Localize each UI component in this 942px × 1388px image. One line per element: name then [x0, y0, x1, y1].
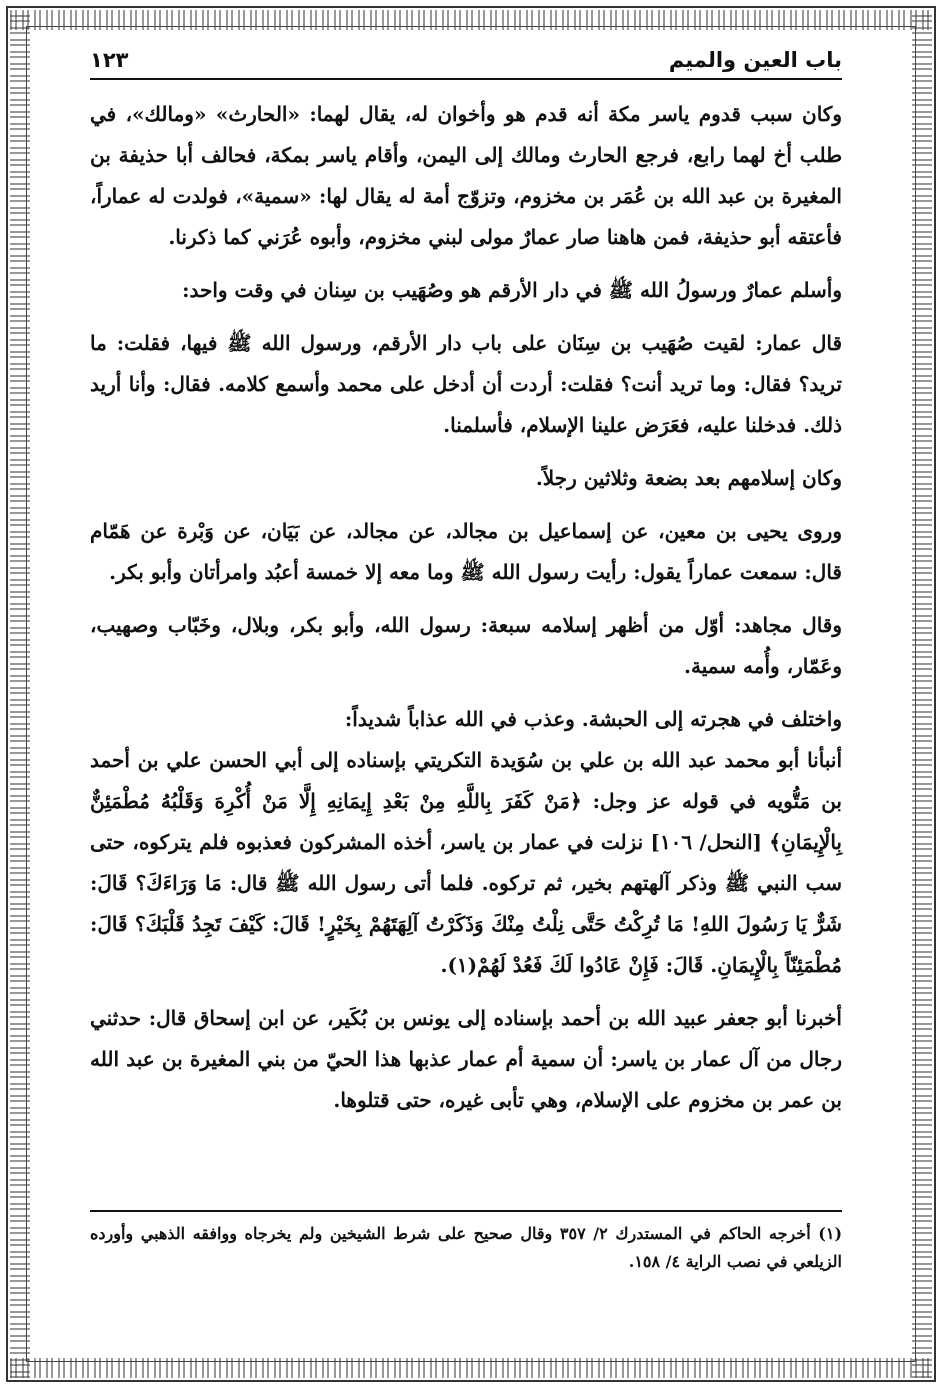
- footnote: (١) أخرجه الحاكم في المستدرك ٢/ ٣٥٧ وقال صحيح على شرط الشيخين ولم يخرجاه ووافقه الذهبي وأورده الزيلعي في نصب الراية ٤/ ١٥٨.: [90, 1224, 843, 1271]
- footnotes: [90, 1210, 842, 1276]
- paragraph: وروى يحيى بن معين، عن إسماعيل بن مجالد، عن مجالد، عن بَيَان، عن وَبْرة عن هَمّام قال: سمعت عماراً يقول: رأيت رسول الله ﷺ وما معه إلا خمسة أعبُد وامرأتان وأبو بكر.: [90, 519, 842, 584]
- paragraph: وكان إسلامهم بعد بضعة وثلاثين رجلاً.: [535, 466, 842, 490]
- paragraph: وقال مجاهد: أوّل من أظهر إسلامه سبعة: رسول الله، وأبو بكر، وبلال، وخَبّاب وصهيب، وعَمّار، وأُمه سمية.: [90, 613, 842, 678]
- running-header: [90, 48, 842, 80]
- paragraph: أنبأنا أبو محمد عبد الله بن علي بن سُوَيدة التكريتي بإسناده إلى أبي الحسن علي بن أحمد بن مَتُّويه في قوله عز وجل: ﴿مَنْ كَفَرَ بِاللَّهِ مِنْ بَعْدِ إِيمَانِهِ إِلَّا مَنْ أُكْرِهَ وَقَلْبُهُ مُطْمَئِنٌّ بِالْإِيمَانِ﴾ [النحل/ ١٠٦] نزلت في عمار بن ياسر، أخذه المشركون فعذبوه فلم يتركوه، حتى سب النبي ﷺ وذكر آلهتهم بخير، ثم تركوه. فلما أتى رسول الله ﷺ قال: مَا وَرَاءَكَ؟ قَالَ: شَرٌّ يَا رَسُولَ اللهِ! مَا تُرِكْتُ حَتَّى نِلْتُ مِنْكَ وَذَكَرْتُ آلِهَتَهُمْ بِخَيْرٍ! قَالَ: كَيْفَ تَجِدُ قَلْبَكَ؟ قَالَ: مُطْمَئِنّاً بِالْإِيمَانِ. قَالَ: فَإِنْ عَادُوا لَكَ فَعُدْ لَهُمْ(١).: [90, 748, 842, 977]
- paragraph: واختلف في هجرته إلى الحبشة. وعذب في الله عذاباً شديداً:: [344, 707, 842, 731]
- paragraph: وكان سبب قدوم ياسر مكة أنه قدم هو وأخوان له، يقال لهما: «الحارث» «ومالك»، في طلب أخ لهما رابع، فرجع الحارث ومالك إلى اليمن، وأقام ياسر بمكة، فحالف أبا حذيفة بن المغيرة بن عبد الله بن عُمَر بن مخزوم، وتزوّج أمة له يقال لها: «سمية»، فولدت له عماراً، فأعتقه أبو حذيفة، فمن هاهنا صار عمارٌ مولى لبني مخزوم، وأبوه عُرَني كما ذكرنا.: [90, 102, 842, 249]
- chapter-title: باب العين والميم: [668, 48, 842, 72]
- page-number: ١٢٣: [90, 48, 129, 72]
- main-text: [90, 94, 842, 1121]
- paragraph: وأسلم عمارٌ ورسولُ الله ﷺ في دار الأرقم هو وصُهَيب بن سِنان في وقت واحد:: [182, 278, 842, 302]
- paragraph: قال عمار: لقيت صُهَيب بن سِنَان على باب دار الأرقم، ورسول الله ﷺ فيها، فقلت: ما تريد؟ فقال: وما تريد أنت؟ فقلت: أردت أن أدخل على محمد وأسمع كلامه. فقال: وأنا أريد ذلك. فدخلنا عليه، فعَرَض علينا الإسلام، فأسلمنا.: [90, 331, 842, 437]
- page-content: [90, 48, 842, 1133]
- paragraph: أخبرنا أبو جعفر عبيد الله بن أحمد بإسناده إلى يونس بن بُكَير، عن ابن إسحاق قال: حدثني رجال من آل عمار بن ياسر: أن سمية أم عمار عذبها هذا الحيّ من بني المغيرة بن عبد الله بن عمر بن مخزوم على الإسلام، وهي تأبى غيره، حتى قتلوها.: [90, 1006, 842, 1112]
